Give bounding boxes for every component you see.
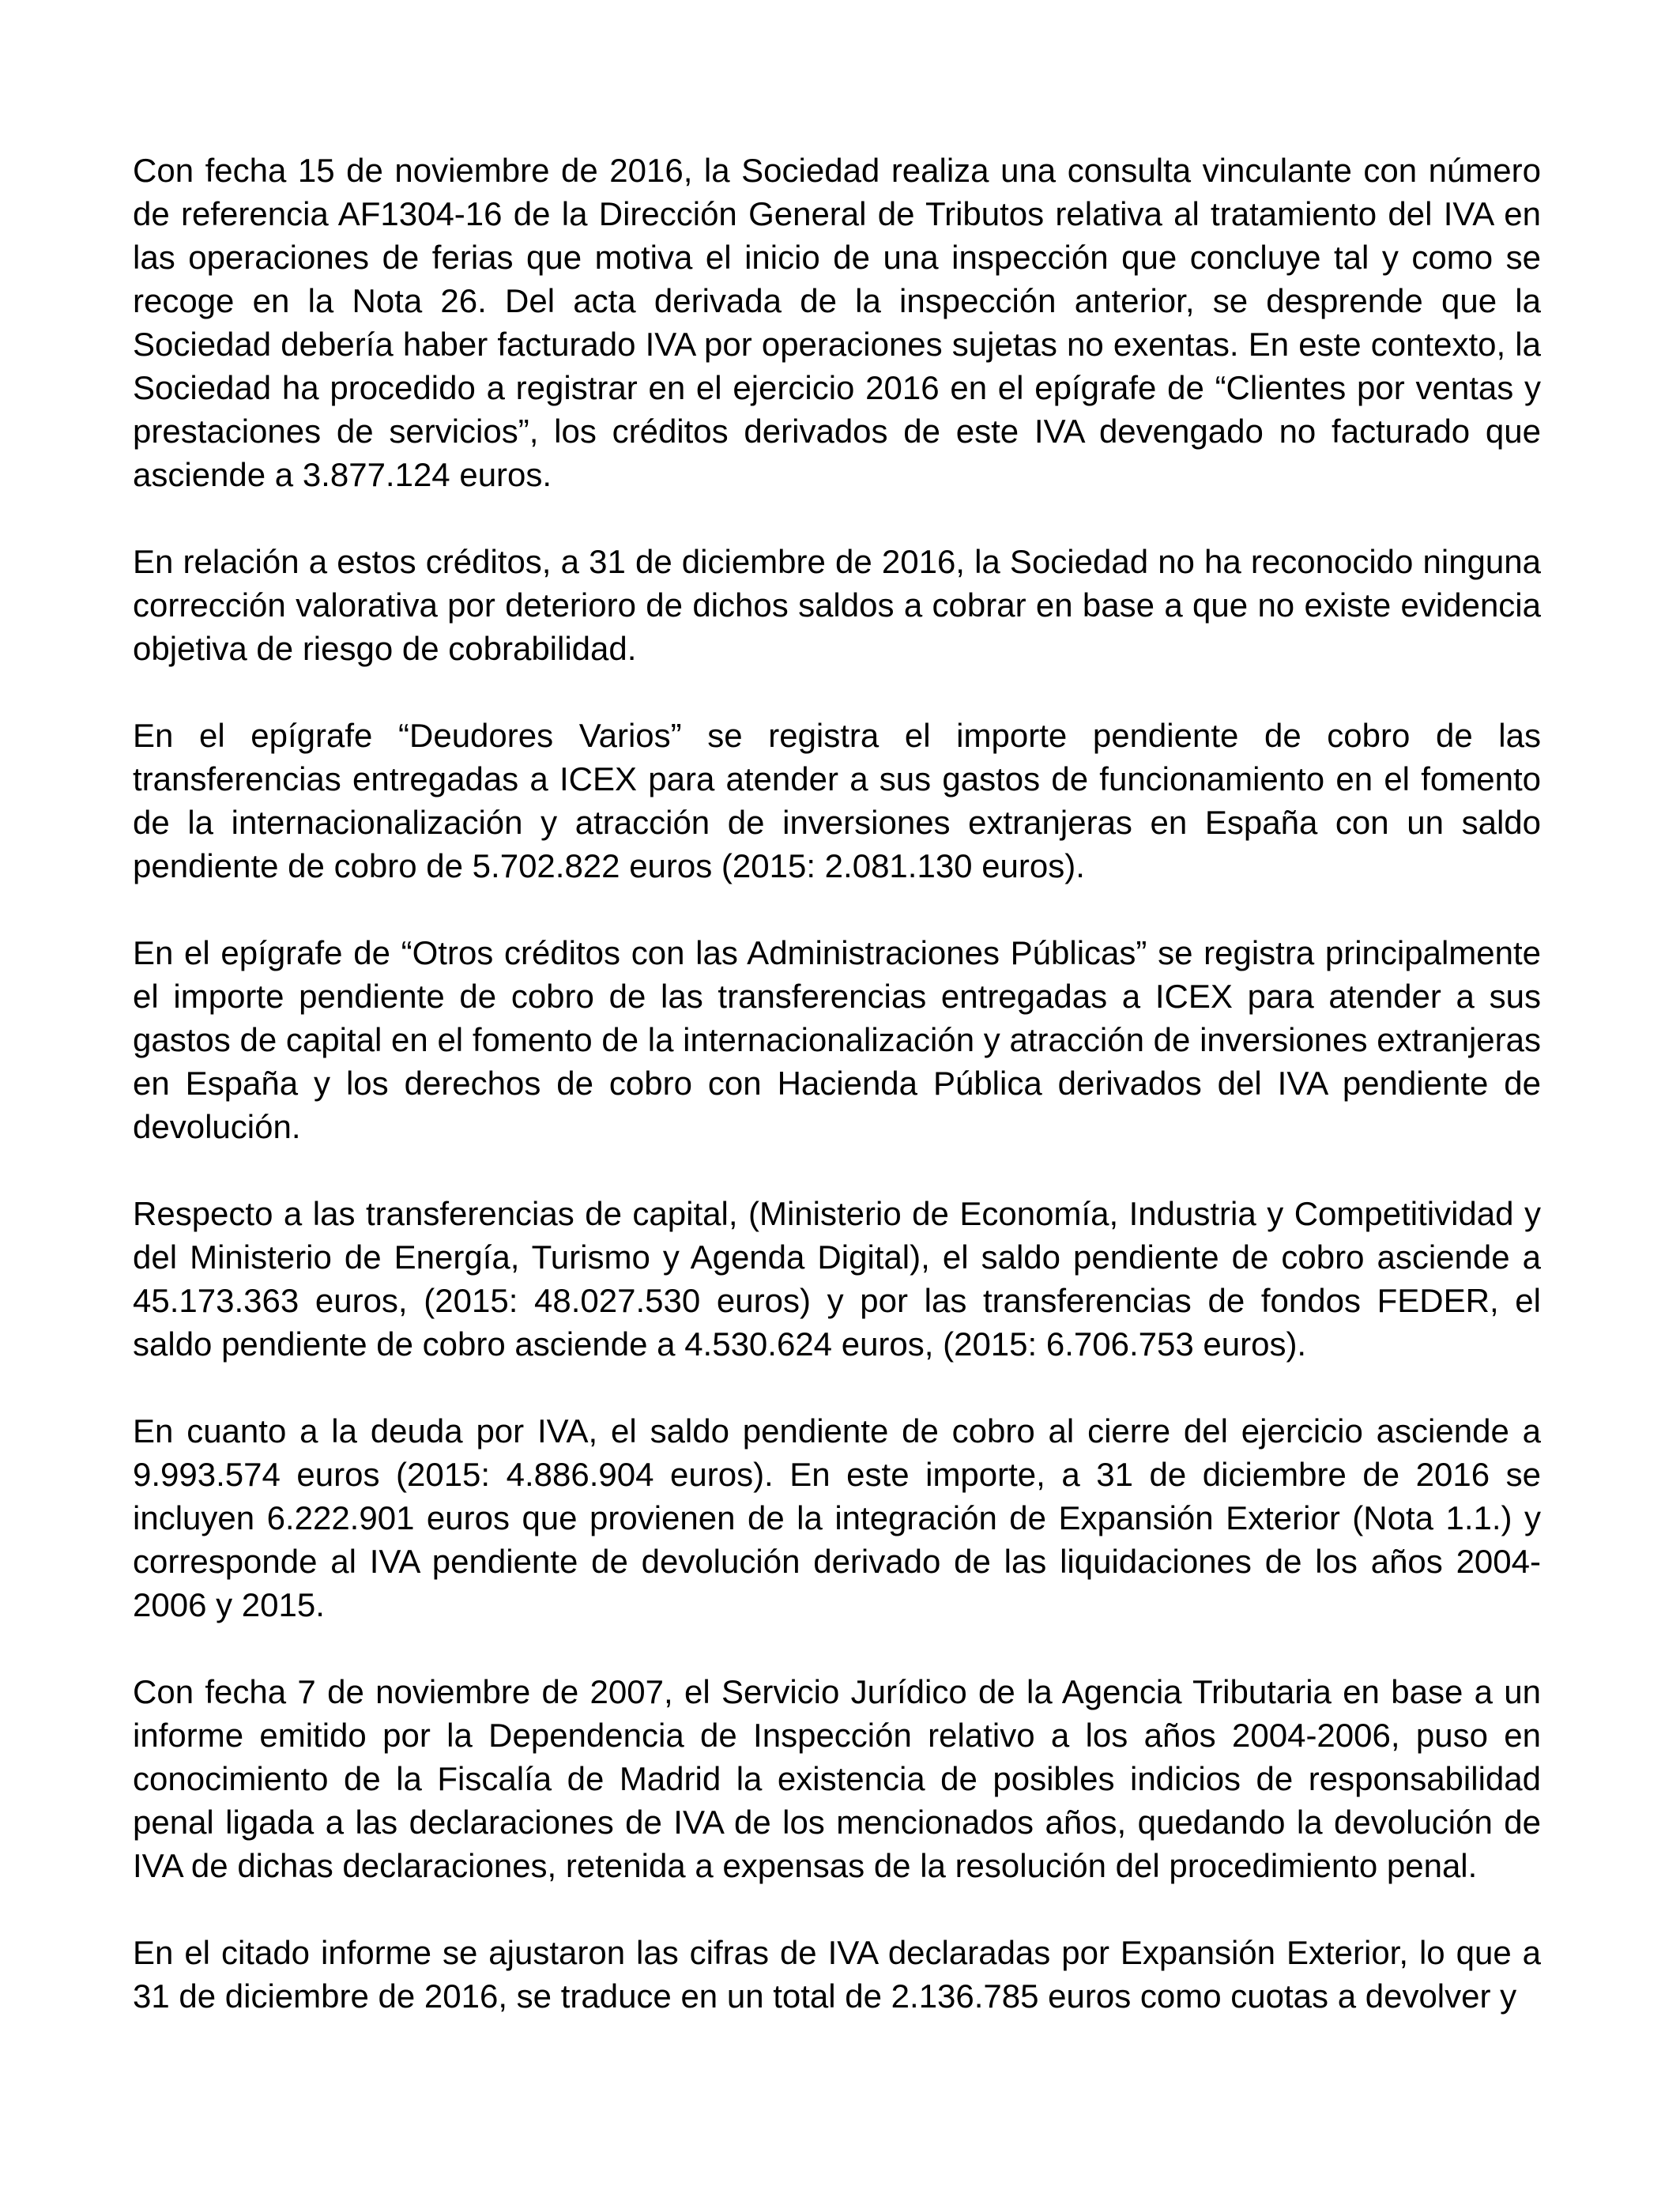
paragraph-servicio-juridico: Con fecha 7 de noviembre de 2007, el Servicio Jurídico de la Agencia Tributaria en base a un informe emitido por la Dependencia de Inspección relativo a los años 2004-2006, puso en conocimiento de la Fiscalía de Madrid la existencia de posibles indicios de responsabilidad penal ligada a las declaraciones de IVA de los mencionados años, quedando la devolución de IVA de dichas declaraciones, retenida a expensas de la resolución del procedimiento penal. <box>133 1673 1541 1884</box>
paragraph-otros-creditos-administraciones: En el epígrafe de “Otros créditos con las Administraciones Públicas” se registra principalmente el importe pendiente de cobro de las transferencias entregadas a ICEX para atender a sus gastos de capital en el fomento de la internacionalización y atracción de inversiones extranjeras en España y los derechos de cobro con Hacienda Pública derivados del IVA pendiente de devolución. <box>133 934 1541 1145</box>
paragraph-deudores-varios: En el epígrafe “Deudores Varios” se registra el importe pendiente de cobro de las transferencias entregadas a ICEX para atender a sus gastos de funcionamiento en el fomento de la internacionalización y atracción de inversiones extranjeras en España con un saldo pendiente de cobro de 5.702.822 euros (2015: 2.081.130 euros). <box>133 717 1541 884</box>
paragraph-deuda-iva: En cuanto a la deuda por IVA, el saldo pendiente de cobro al cierre del ejercicio asciende a 9.993.574 euros (2015: 4.886.904 euros). En este importe, a 31 de diciembre de 2016 se incluyen 6.222.901 euros que provienen de la integración de Expansión Exterior (Nota 1.1.) y corresponde al IVA pendiente de devolución derivado de las liquidaciones de los años 2004-2006 y 2015. <box>133 1412 1541 1623</box>
paragraph-correccion-valorativa: En relación a estos créditos, a 31 de diciembre de 2016, la Sociedad no ha reconocido ninguna corrección valorativa por deterioro de dichos saldos a cobrar en base a que no existe evidencia objetiva de riesgo de cobrabilidad. <box>133 543 1541 667</box>
paragraph-citado-informe: En el citado informe se ajustaron las cifras de IVA declaradas por Expansión Exterior, lo que a 31 de diciembre de 2016, se traduce en un total de 2.136.785 euros como cuotas a devolver y <box>133 1934 1541 2015</box>
paragraph-consulta-vinculante: Con fecha 15 de noviembre de 2016, la Sociedad realiza una consulta vinculante con número de referencia AF1304-16 de la Dirección General de Tributos relativa al tratamiento del IVA en las operaciones de ferias que motiva el inicio de una inspección que concluye tal y como se recoge en la Nota 26. Del acta derivada de la inspección anterior, se desprende que la Sociedad debería haber facturado IVA por operaciones sujetas no exentas. En este contexto, la Sociedad ha procedido a registrar en el ejercicio 2016 en el epígrafe de “Clientes por ventas y prestaciones de servicios”, los créditos derivados de este IVA devengado no facturado que asciende a 3.877.124 euros. <box>133 152 1541 493</box>
paragraph-transferencias-capital: Respecto a las transferencias de capital, (Ministerio de Economía, Industria y Competitividad y del Ministerio de Energía, Turismo y Agenda Digital), el saldo pendiente de cobro asciende a 45.173.363 euros, (2015: 48.027.530 euros) y por las transferencias de fondos FEDER, el saldo pendiente de cobro asciende a 4.530.624 euros, (2015: 6.706.753 euros). <box>133 1195 1541 1363</box>
